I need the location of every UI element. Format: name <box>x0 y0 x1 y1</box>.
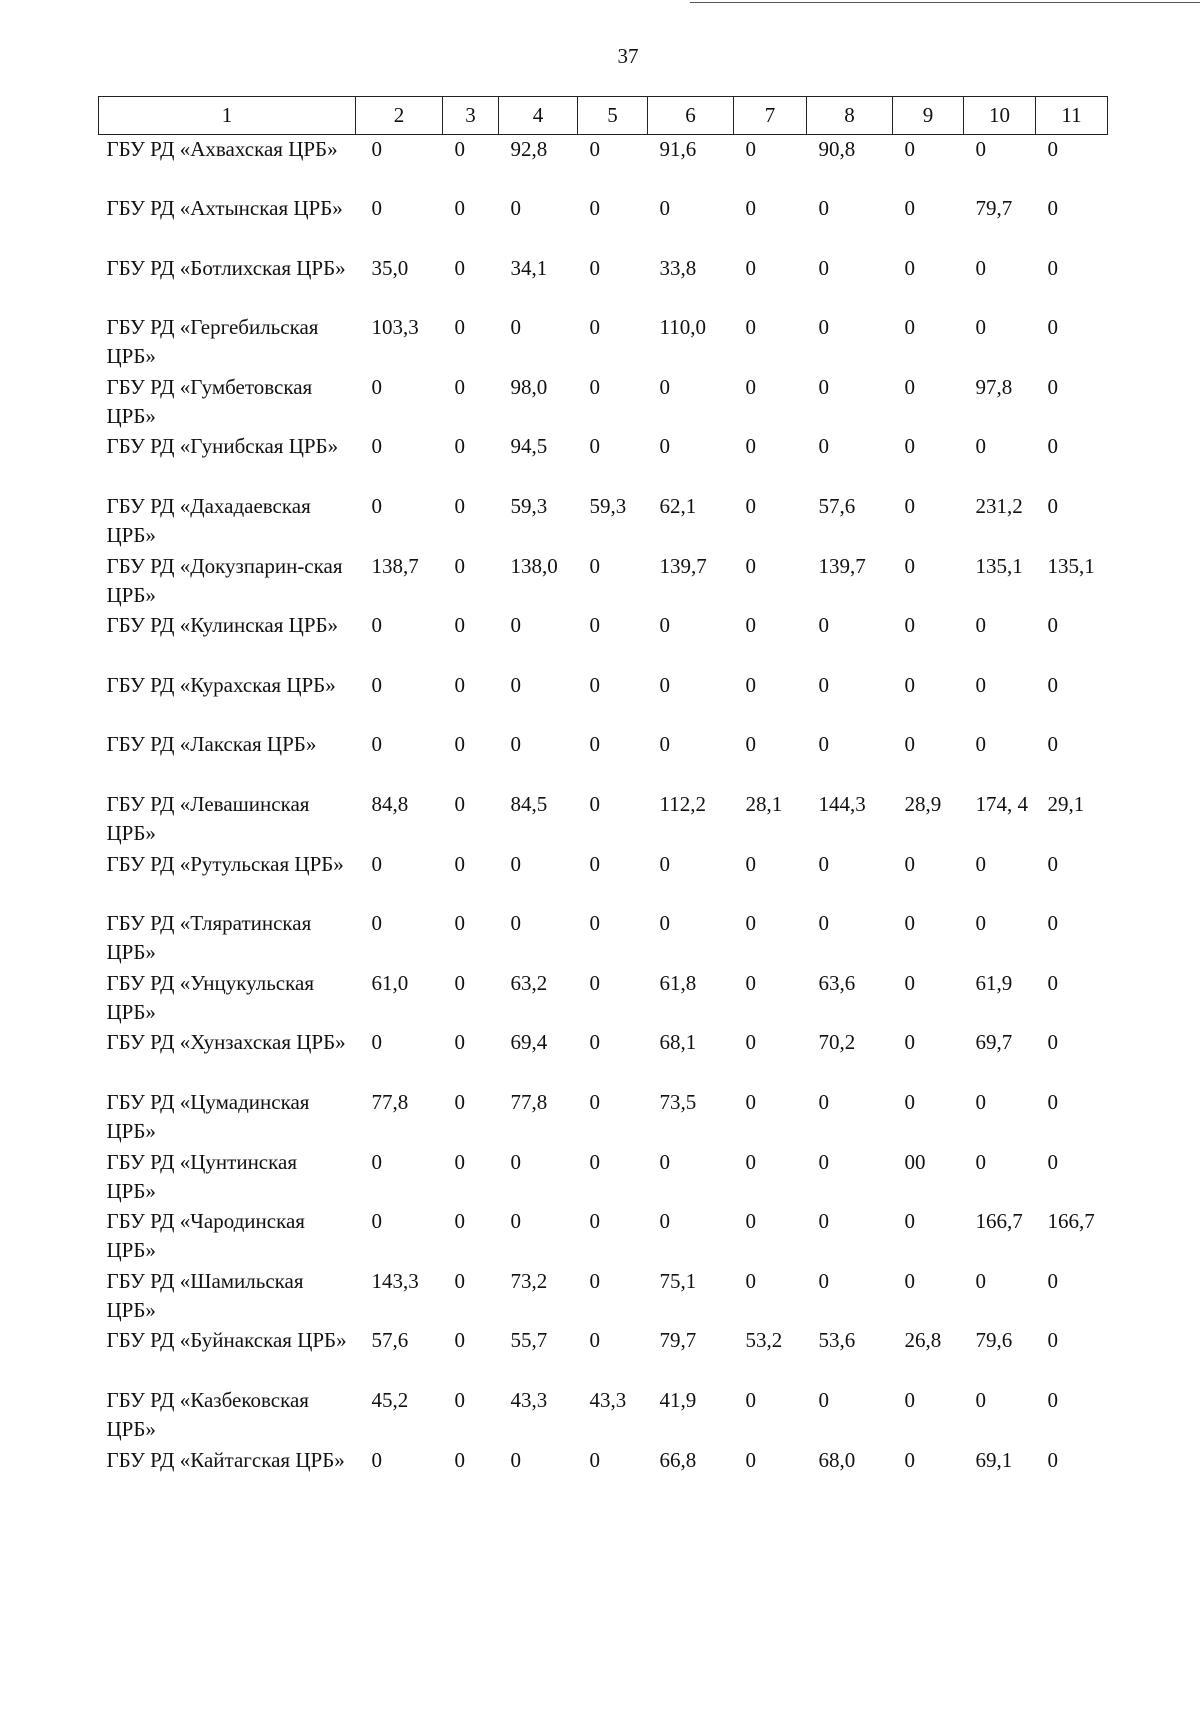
value-cell: 94,5 <box>510 434 548 459</box>
value-cell: 0 <box>454 672 465 697</box>
value-cell: 0 <box>818 434 829 459</box>
value-cell: 0 <box>818 255 829 280</box>
value-cell: 0 <box>904 196 915 221</box>
institution-name-cell: ГБУ РД «Курахская ЦРБ» <box>106 672 336 697</box>
value-cell: 57,6 <box>818 494 856 519</box>
column-header: 4 <box>499 97 578 135</box>
value-cell: 0 <box>818 1387 829 1412</box>
institution-name-cell: ГБУ РД «Чародинская ЦРБ» <box>106 1209 305 1263</box>
value-cell: 0 <box>1047 434 1058 459</box>
value-cell: 0 <box>371 434 382 459</box>
top-edge-line <box>690 2 1200 3</box>
value-cell: 0 <box>904 672 915 697</box>
table-row <box>99 1446 1108 1506</box>
value-cell: 0 <box>659 851 670 876</box>
value-cell: 0 <box>589 374 600 399</box>
table-row <box>99 611 1108 671</box>
value-cell: 166,7 <box>975 1209 1023 1234</box>
value-cell: 0 <box>589 1268 600 1293</box>
value-cell: 41,9 <box>659 1387 697 1412</box>
value-cell: 0 <box>1047 672 1058 697</box>
value-cell: 0 <box>1047 732 1058 757</box>
institution-name-cell: ГБУ РД «Казбековская ЦРБ» <box>106 1387 309 1441</box>
value-cell: 0 <box>904 1090 915 1114</box>
value-cell: 0 <box>975 1149 986 1174</box>
value-cell: 0 <box>454 1387 465 1412</box>
value-cell: 0 <box>904 1268 915 1293</box>
value-cell: 0 <box>589 970 600 995</box>
value-cell: 0 <box>589 1328 600 1353</box>
value-cell: 00 <box>904 1149 926 1174</box>
value-cell: 68,0 <box>818 1447 856 1472</box>
value-cell: 0 <box>1047 374 1058 399</box>
value-cell: 0 <box>454 792 465 817</box>
value-cell: 97,8 <box>975 374 1013 399</box>
institution-name-cell: ГБУ РД «Ахтынская ЦРБ» <box>106 196 343 221</box>
table-row <box>99 135 1108 195</box>
value-cell: 0 <box>371 1447 382 1472</box>
value-cell: 79,6 <box>975 1328 1013 1353</box>
value-cell: 63,6 <box>818 970 856 995</box>
value-cell: 0 <box>745 911 756 936</box>
value-cell: 55,7 <box>510 1328 548 1353</box>
value-cell: 0 <box>589 137 600 161</box>
value-cell: 0 <box>371 1149 382 1174</box>
table-row <box>99 254 1108 314</box>
value-cell: 62,1 <box>659 494 697 519</box>
value-cell: 135,1 <box>975 553 1023 578</box>
value-cell: 0 <box>371 672 382 697</box>
table-row <box>99 1207 1108 1267</box>
value-cell: 0 <box>589 1447 600 1472</box>
value-cell: 0 <box>975 1268 986 1293</box>
value-cell: 0 <box>745 1209 756 1234</box>
value-cell: 0 <box>1047 1149 1058 1174</box>
value-cell: 0 <box>454 1328 465 1353</box>
table-row <box>99 1088 1108 1148</box>
value-cell: 0 <box>745 672 756 697</box>
table-row <box>99 1386 1108 1446</box>
value-cell: 0 <box>818 196 829 221</box>
institution-name-cell: ГБУ РД «Лакская ЦРБ» <box>106 732 317 757</box>
value-cell: 0 <box>975 851 986 876</box>
value-cell: 0 <box>454 553 465 578</box>
value-cell: 0 <box>659 1209 670 1234</box>
value-cell: 0 <box>745 1268 756 1293</box>
value-cell: 0 <box>1047 1387 1058 1412</box>
value-cell: 0 <box>454 315 465 340</box>
value-cell: 0 <box>975 255 986 280</box>
value-cell: 0 <box>589 315 600 340</box>
table-row <box>99 730 1108 790</box>
value-cell: 0 <box>904 137 915 161</box>
value-cell: 0 <box>589 911 600 936</box>
value-cell: 79,7 <box>975 196 1013 221</box>
column-header: 3 <box>443 97 499 135</box>
value-cell: 0 <box>818 672 829 697</box>
column-header: 11 <box>1036 97 1108 135</box>
value-cell: 0 <box>454 137 465 161</box>
value-cell: 0 <box>371 494 382 519</box>
data-table <box>98 96 1108 1505</box>
value-cell: 0 <box>904 1447 915 1472</box>
value-cell: 70,2 <box>818 1030 856 1055</box>
value-cell: 166,7 <box>1047 1209 1095 1234</box>
value-cell: 0 <box>454 1149 465 1174</box>
value-cell: 0 <box>371 732 382 757</box>
value-cell: 0 <box>975 434 986 459</box>
value-cell: 0 <box>371 1209 382 1234</box>
value-cell: 0 <box>510 732 521 757</box>
value-cell: 0 <box>454 613 465 638</box>
value-cell: 0 <box>454 1030 465 1055</box>
value-cell: 0 <box>745 1030 756 1055</box>
value-cell: 143,3 <box>371 1268 419 1293</box>
value-cell: 0 <box>818 911 829 936</box>
institution-name-cell: ГБУ РД «Шамильская ЦРБ» <box>106 1268 304 1322</box>
value-cell: 84,8 <box>371 792 409 817</box>
value-cell: 0 <box>510 613 521 638</box>
value-cell: 0 <box>659 911 670 936</box>
value-cell: 0 <box>454 911 465 936</box>
value-cell: 0 <box>371 374 382 399</box>
table-row <box>99 790 1108 850</box>
value-cell: 0 <box>904 911 915 936</box>
value-cell: 0 <box>745 970 756 995</box>
value-cell: 28,1 <box>745 792 783 817</box>
value-cell: 43,3 <box>510 1387 548 1412</box>
value-cell: 0 <box>904 374 915 399</box>
value-cell: 0 <box>975 911 986 936</box>
value-cell: 174, 4 <box>975 792 1028 817</box>
table-row <box>99 969 1108 1029</box>
value-cell: 0 <box>745 196 756 221</box>
value-cell: 0 <box>589 613 600 638</box>
table-row <box>99 1148 1108 1208</box>
value-cell: 0 <box>589 732 600 757</box>
value-cell: 0 <box>589 1149 600 1174</box>
value-cell: 0 <box>745 1090 756 1114</box>
value-cell: 0 <box>1047 911 1058 936</box>
value-cell: 0 <box>454 374 465 399</box>
value-cell: 0 <box>371 851 382 876</box>
value-cell: 0 <box>745 374 756 399</box>
institution-name-cell: ГБУ РД «Кулинская ЦРБ» <box>106 613 339 638</box>
value-cell: 0 <box>818 1149 829 1174</box>
value-cell: 0 <box>1047 851 1058 876</box>
value-cell: 0 <box>454 1447 465 1472</box>
value-cell: 0 <box>818 374 829 399</box>
column-header: 7 <box>734 97 807 135</box>
value-cell: 0 <box>1047 1030 1058 1055</box>
institution-name-cell: ГБУ РД «Ботлихская ЦРБ» <box>106 255 346 280</box>
value-cell: 0 <box>510 1149 521 1174</box>
institution-name-cell: ГБУ РД «Унцукульская ЦРБ» <box>106 970 314 1024</box>
value-cell: 0 <box>818 1268 829 1293</box>
value-cell: 231,2 <box>975 494 1023 519</box>
institution-name-cell: ГБУ РД «Гунибская ЦРБ» <box>106 434 339 459</box>
value-cell: 110,0 <box>659 315 706 340</box>
value-cell: 0 <box>975 1387 986 1412</box>
value-cell: 45,2 <box>371 1387 409 1412</box>
value-cell: 0 <box>371 1030 382 1055</box>
value-cell: 0 <box>589 553 600 578</box>
value-cell: 69,1 <box>975 1447 1013 1472</box>
column-header: 9 <box>893 97 964 135</box>
value-cell: 77,8 <box>371 1090 409 1114</box>
value-cell: 61,8 <box>659 970 697 995</box>
value-cell: 0 <box>745 1387 756 1412</box>
value-cell: 0 <box>975 315 986 340</box>
value-cell: 0 <box>745 553 756 578</box>
value-cell: 0 <box>371 196 382 221</box>
value-cell: 0 <box>510 315 521 340</box>
value-cell: 68,1 <box>659 1030 697 1055</box>
value-cell: 0 <box>975 137 986 161</box>
value-cell: 0 <box>745 494 756 519</box>
value-cell: 139,7 <box>818 553 866 578</box>
table-row <box>99 373 1108 433</box>
page-number: 37 <box>617 44 639 68</box>
value-cell: 61,9 <box>975 970 1013 995</box>
value-cell: 75,1 <box>659 1268 697 1293</box>
value-cell: 144,3 <box>818 792 866 817</box>
value-cell: 0 <box>818 1209 829 1234</box>
value-cell: 0 <box>904 1209 915 1234</box>
column-header: 1 <box>99 97 356 135</box>
value-cell: 0 <box>818 1090 829 1114</box>
value-cell: 0 <box>904 1387 915 1412</box>
value-cell: 0 <box>1047 613 1058 638</box>
value-cell: 103,3 <box>371 315 419 340</box>
value-cell: 139,7 <box>659 553 707 578</box>
value-cell: 0 <box>659 374 670 399</box>
value-cell: 33,8 <box>659 255 697 280</box>
value-cell: 0 <box>904 553 915 578</box>
value-cell: 28,9 <box>904 792 942 817</box>
value-cell: 0 <box>454 255 465 280</box>
table-row <box>99 1028 1108 1088</box>
table-row <box>99 1267 1108 1327</box>
value-cell: 0 <box>745 255 756 280</box>
value-cell: 0 <box>589 672 600 697</box>
value-cell: 0 <box>904 315 915 340</box>
value-cell: 0 <box>589 1209 600 1234</box>
value-cell: 0 <box>659 732 670 757</box>
value-cell: 0 <box>454 1090 465 1114</box>
column-header: 5 <box>578 97 648 135</box>
value-cell: 29,1 <box>1047 792 1085 817</box>
column-header: 8 <box>807 97 893 135</box>
value-cell: 43,3 <box>589 1387 627 1412</box>
institution-name-cell: ГБУ РД «Левашинская ЦРБ» <box>106 792 310 846</box>
institution-name-cell: ГБУ РД «Гумбетовская ЦРБ» <box>106 374 313 428</box>
value-cell: 0 <box>454 851 465 876</box>
institution-name-cell: ГБУ РД «Тляратинская ЦРБ» <box>106 911 312 965</box>
table-row <box>99 850 1108 910</box>
value-cell: 0 <box>1047 1090 1058 1114</box>
value-cell: 59,3 <box>589 494 627 519</box>
value-cell: 98,0 <box>510 374 548 399</box>
value-cell: 0 <box>659 196 670 221</box>
value-cell: 57,6 <box>371 1328 409 1353</box>
value-cell: 0 <box>371 911 382 936</box>
value-cell: 0 <box>510 196 521 221</box>
value-cell: 63,2 <box>510 970 548 995</box>
value-cell: 0 <box>659 672 670 697</box>
institution-name-cell: ГБУ РД «Цумадинская ЦРБ» <box>106 1090 310 1143</box>
value-cell: 0 <box>589 196 600 221</box>
value-cell: 0 <box>745 434 756 459</box>
value-cell: 112,2 <box>659 792 706 817</box>
institution-name-cell: ГБУ РД «Дахадаевская ЦРБ» <box>106 494 311 548</box>
value-cell: 0 <box>510 1447 521 1472</box>
value-cell: 34,1 <box>510 255 548 280</box>
value-cell: 92,8 <box>510 137 548 161</box>
value-cell: 0 <box>745 315 756 340</box>
value-cell: 73,2 <box>510 1268 548 1293</box>
value-cell: 0 <box>454 732 465 757</box>
value-cell: 0 <box>589 255 600 280</box>
institution-name-cell: ГБУ РД «Гергебильская ЦРБ» <box>106 315 319 369</box>
value-cell: 0 <box>1047 1447 1058 1472</box>
institution-name-cell: ГБУ РД «Докузпарин-ская ЦРБ» <box>106 553 343 607</box>
table-row <box>99 492 1108 552</box>
value-cell: 0 <box>454 494 465 519</box>
table-row <box>99 552 1108 612</box>
institution-name-cell: ГБУ РД «Цунтинская ЦРБ» <box>106 1149 297 1203</box>
value-cell: 0 <box>454 1209 465 1234</box>
value-cell: 0 <box>975 732 986 757</box>
value-cell: 73,5 <box>659 1090 697 1114</box>
value-cell: 0 <box>659 613 670 638</box>
value-cell: 0 <box>510 672 521 697</box>
value-cell: 0 <box>818 613 829 638</box>
table-row <box>99 671 1108 731</box>
header-row <box>99 97 1108 135</box>
value-cell: 0 <box>659 1149 670 1174</box>
value-cell: 53,2 <box>745 1328 783 1353</box>
value-cell: 84,5 <box>510 792 548 817</box>
value-cell: 0 <box>904 434 915 459</box>
value-cell: 0 <box>904 494 915 519</box>
table-header <box>99 97 1108 135</box>
value-cell: 90,8 <box>818 137 856 161</box>
table-row <box>99 194 1108 254</box>
value-cell: 0 <box>454 970 465 995</box>
value-cell: 0 <box>1047 315 1058 340</box>
value-cell: 0 <box>589 851 600 876</box>
value-cell: 0 <box>1047 970 1058 995</box>
value-cell: 0 <box>745 1149 756 1174</box>
value-cell: 138,0 <box>510 553 558 578</box>
table-body <box>99 135 1108 1506</box>
table-row <box>99 1326 1108 1386</box>
table-row <box>99 909 1108 969</box>
institution-name-cell: ГБУ РД «Кайтагская ЦРБ» <box>106 1447 345 1472</box>
value-cell: 35,0 <box>371 255 409 280</box>
value-cell: 0 <box>745 851 756 876</box>
column-header: 2 <box>356 97 443 135</box>
value-cell: 0 <box>904 970 915 995</box>
value-cell: 0 <box>745 732 756 757</box>
value-cell: 0 <box>904 732 915 757</box>
value-cell: 26,8 <box>904 1328 942 1353</box>
value-cell: 0 <box>818 851 829 876</box>
institution-name-cell: ГБУ РД «Рутульская ЦРБ» <box>106 851 344 876</box>
table-row <box>99 313 1108 373</box>
value-cell: 0 <box>510 911 521 936</box>
value-cell: 66,8 <box>659 1447 697 1472</box>
value-cell: 69,4 <box>510 1030 548 1055</box>
value-cell: 0 <box>1047 137 1058 161</box>
value-cell: 0 <box>371 613 382 638</box>
value-cell: 0 <box>975 672 986 697</box>
value-cell: 61,0 <box>371 970 409 995</box>
value-cell: 69,7 <box>975 1030 1013 1055</box>
value-cell: 0 <box>904 1030 915 1055</box>
value-cell: 0 <box>454 1268 465 1293</box>
value-cell: 91,6 <box>659 137 697 161</box>
value-cell: 0 <box>510 851 521 876</box>
value-cell: 0 <box>818 732 829 757</box>
value-cell: 0 <box>454 434 465 459</box>
value-cell: 59,3 <box>510 494 548 519</box>
value-cell: 0 <box>745 1447 756 1472</box>
value-cell: 0 <box>1047 494 1058 519</box>
value-cell: 0 <box>975 1090 986 1114</box>
value-cell: 0 <box>1047 255 1058 280</box>
value-cell: 0 <box>745 613 756 638</box>
value-cell: 77,8 <box>510 1090 548 1114</box>
value-cell: 0 <box>904 851 915 876</box>
column-header: 6 <box>648 97 734 135</box>
value-cell: 0 <box>1047 1268 1058 1293</box>
value-cell: 53,6 <box>818 1328 856 1353</box>
value-cell: 0 <box>589 1030 600 1055</box>
value-cell: 0 <box>659 434 670 459</box>
value-cell: 135,1 <box>1047 553 1095 578</box>
value-cell: 0 <box>589 434 600 459</box>
value-cell: 0 <box>454 196 465 221</box>
value-cell: 0 <box>904 613 915 638</box>
value-cell: 0 <box>904 255 915 280</box>
column-header: 10 <box>964 97 1036 135</box>
value-cell: 0 <box>371 137 382 161</box>
value-cell: 0 <box>1047 1328 1058 1353</box>
institution-name-cell: ГБУ РД «Буйнакская ЦРБ» <box>106 1328 347 1353</box>
value-cell: 0 <box>1047 196 1058 221</box>
value-cell: 0 <box>818 315 829 340</box>
value-cell: 0 <box>745 137 756 161</box>
table-row <box>99 432 1108 492</box>
value-cell: 0 <box>510 1209 521 1234</box>
value-cell: 0 <box>589 792 600 817</box>
institution-name-cell: ГБУ РД «Хунзахская ЦРБ» <box>106 1030 346 1055</box>
value-cell: 79,7 <box>659 1328 697 1353</box>
institution-name-cell: ГБУ РД «Ахвахская ЦРБ» <box>106 137 338 161</box>
value-cell: 0 <box>589 1090 600 1114</box>
value-cell: 138,7 <box>371 553 419 578</box>
value-cell: 0 <box>975 613 986 638</box>
